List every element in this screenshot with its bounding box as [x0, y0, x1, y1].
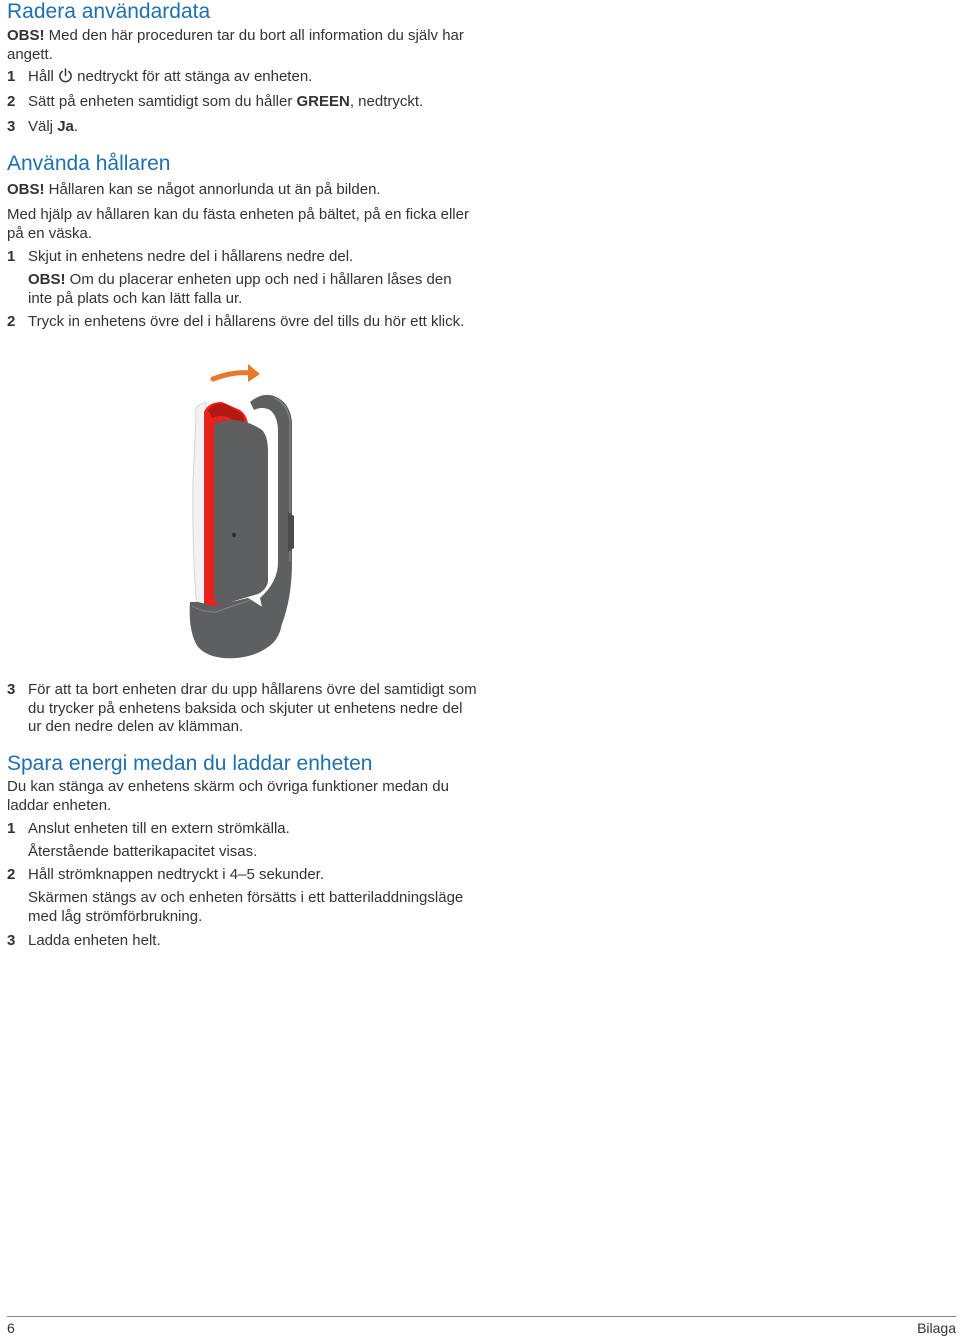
footer-divider [7, 1316, 956, 1317]
step-number: 3 [7, 932, 16, 949]
step-spara-2 [7, 866, 477, 885]
step-number: 2 [7, 313, 16, 330]
step-hallaren-3 [7, 681, 477, 737]
device-holder-illustration [178, 362, 318, 664]
intro-spara: Du kan stänga av enhetens skärm och övriga funktioner medan du laddar enheten. [7, 778, 449, 814]
step-number: 3 [7, 118, 16, 135]
section-title-radera: Radera användardata [7, 0, 211, 23]
step-number: 3 [7, 681, 16, 698]
push-arrow-icon [213, 373, 252, 379]
step-number: 1 [7, 68, 16, 85]
note-hallaren [7, 181, 477, 200]
step-number: 1 [7, 820, 16, 837]
footer-section-name: Bilaga [917, 1320, 956, 1336]
step-spara-1 [7, 820, 477, 839]
step-number: 1 [7, 248, 16, 265]
step-spara-3 [7, 932, 477, 951]
step-hallaren-1 [7, 248, 477, 267]
step-text: Tryck in enhetens övre del i hållarens övre del tills du hör ett klick. [28, 313, 465, 330]
step-text: Håll nedtryckt för att stänga av enheten. [28, 68, 313, 85]
intro-hallaren: Med hjälp av hållaren kan du fästa enheten på bältet, på en ficka eller på en väska. [7, 206, 469, 242]
step-text: Anslut enheten till en extern strömkälla. [28, 820, 290, 837]
step-hallaren-2 [7, 313, 477, 332]
step-number: 2 [7, 93, 16, 110]
step-text: Skjut in enhetens nedre del i hållarens nedre del. [28, 248, 354, 265]
step-radera-2 [7, 93, 477, 112]
arrow-head [248, 364, 260, 382]
step-text: För att ta bort enheten drar du upp hållarens övre del samtidigt som du trycker på enhetens baksida och skjuter ut enhetens nedre del ur den nedre delen av klämman. [28, 681, 477, 735]
step-text: Ladda enheten helt. [28, 932, 161, 949]
step-text: Välj Ja. [28, 118, 79, 135]
step-radera-1 [7, 68, 477, 87]
step-text: Sätt på enheten samtidigt som du håller GREEN, nedtryckt. [28, 93, 424, 110]
holder-front [214, 420, 268, 604]
step-number: 2 [7, 866, 16, 883]
step-text: Håll strömknappen nedtryckt i 4–5 sekunder. [28, 866, 324, 883]
step-note-hallaren [28, 271, 478, 308]
step-result-spara-1: Återstående batterikapacitet visas. [28, 843, 258, 860]
section-title-spara: Spara energi medan du laddar enheten [7, 752, 373, 775]
note-text: Med den här proceduren tar du bort all information du själv har angett. [7, 27, 464, 63]
page-number: 6 [7, 1320, 15, 1336]
note-text: Om du placerar enheten upp och ned i hållaren låses den inte på plats och kan lätt falla ur. [28, 271, 452, 307]
note-text: Hållaren kan se något annorlunda ut än på bilden. [44, 181, 381, 198]
section-title-hallaren: Använda hållaren [7, 152, 171, 175]
power-icon [58, 68, 73, 83]
note-label: OBS! [28, 271, 66, 288]
note-label: OBS! [7, 181, 45, 198]
note-radera [7, 27, 477, 64]
step-result-spara-2: Skärmen stängs av och enheten försätts i ett batteriladdningsläge med låg strömförbrukning. [28, 889, 464, 925]
note-label: OBS! [7, 27, 45, 44]
step-radera-3 [7, 118, 477, 137]
